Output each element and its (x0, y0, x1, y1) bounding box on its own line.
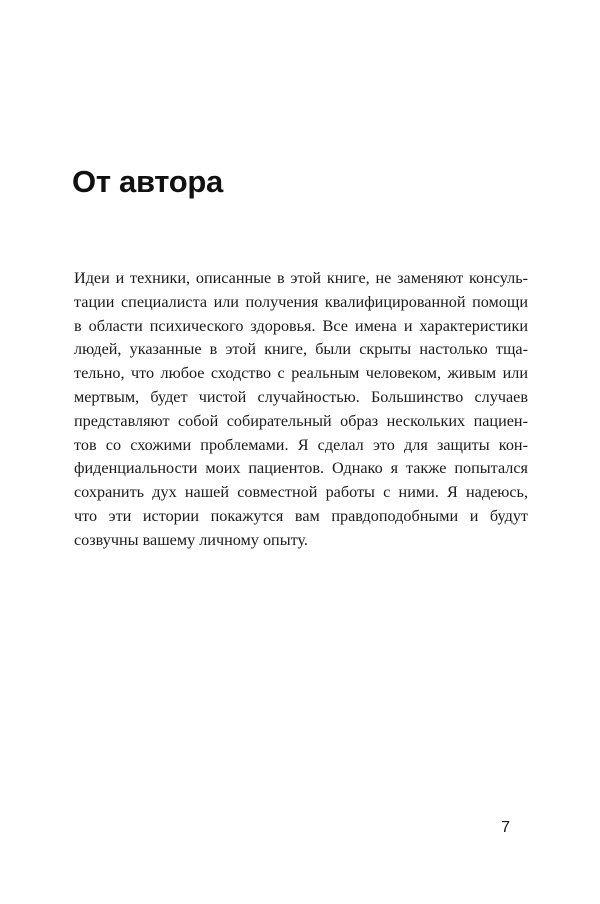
page-title: От автора (72, 164, 223, 199)
paragraph-line: сохранить дух нашей совместной работы с ними. Я надеюсь, (74, 483, 528, 502)
paragraph-line: мертвым, будет чистой случайностью. Большинство случаев (74, 387, 528, 406)
paragraph-line: людей, указанные в этой книге, были скрыты настолько тща- (74, 340, 528, 359)
paragraph-line: тельно, что любое сходство с реальным человеком, живым или (74, 364, 528, 383)
paragraph-line: в области психического здоровья. Все имена и характеристики (74, 316, 528, 335)
paragraph-line: Идеи и техники, описанные в этой книге, не заменяют консуль- (74, 269, 528, 287)
paragraph-line: что эти истории покажутся вам правдоподобными и будут (74, 506, 528, 525)
paragraph-line: созвучны вашему личному опыту. (74, 530, 308, 549)
author-note-paragraph (74, 267, 528, 553)
paragraph-line: представляют собой собирательный образ нескольких пациен- (74, 411, 528, 430)
paragraph-line: фиденциальности моих пациентов. Однако я также попытался (74, 459, 528, 478)
paragraph-line: тов со схожими проблемами. Я сделал это для защиты кон- (74, 435, 528, 454)
page-number: 7 (501, 819, 510, 836)
paragraph-line: тации специалиста или получения квалифицированной помощи (74, 292, 528, 311)
